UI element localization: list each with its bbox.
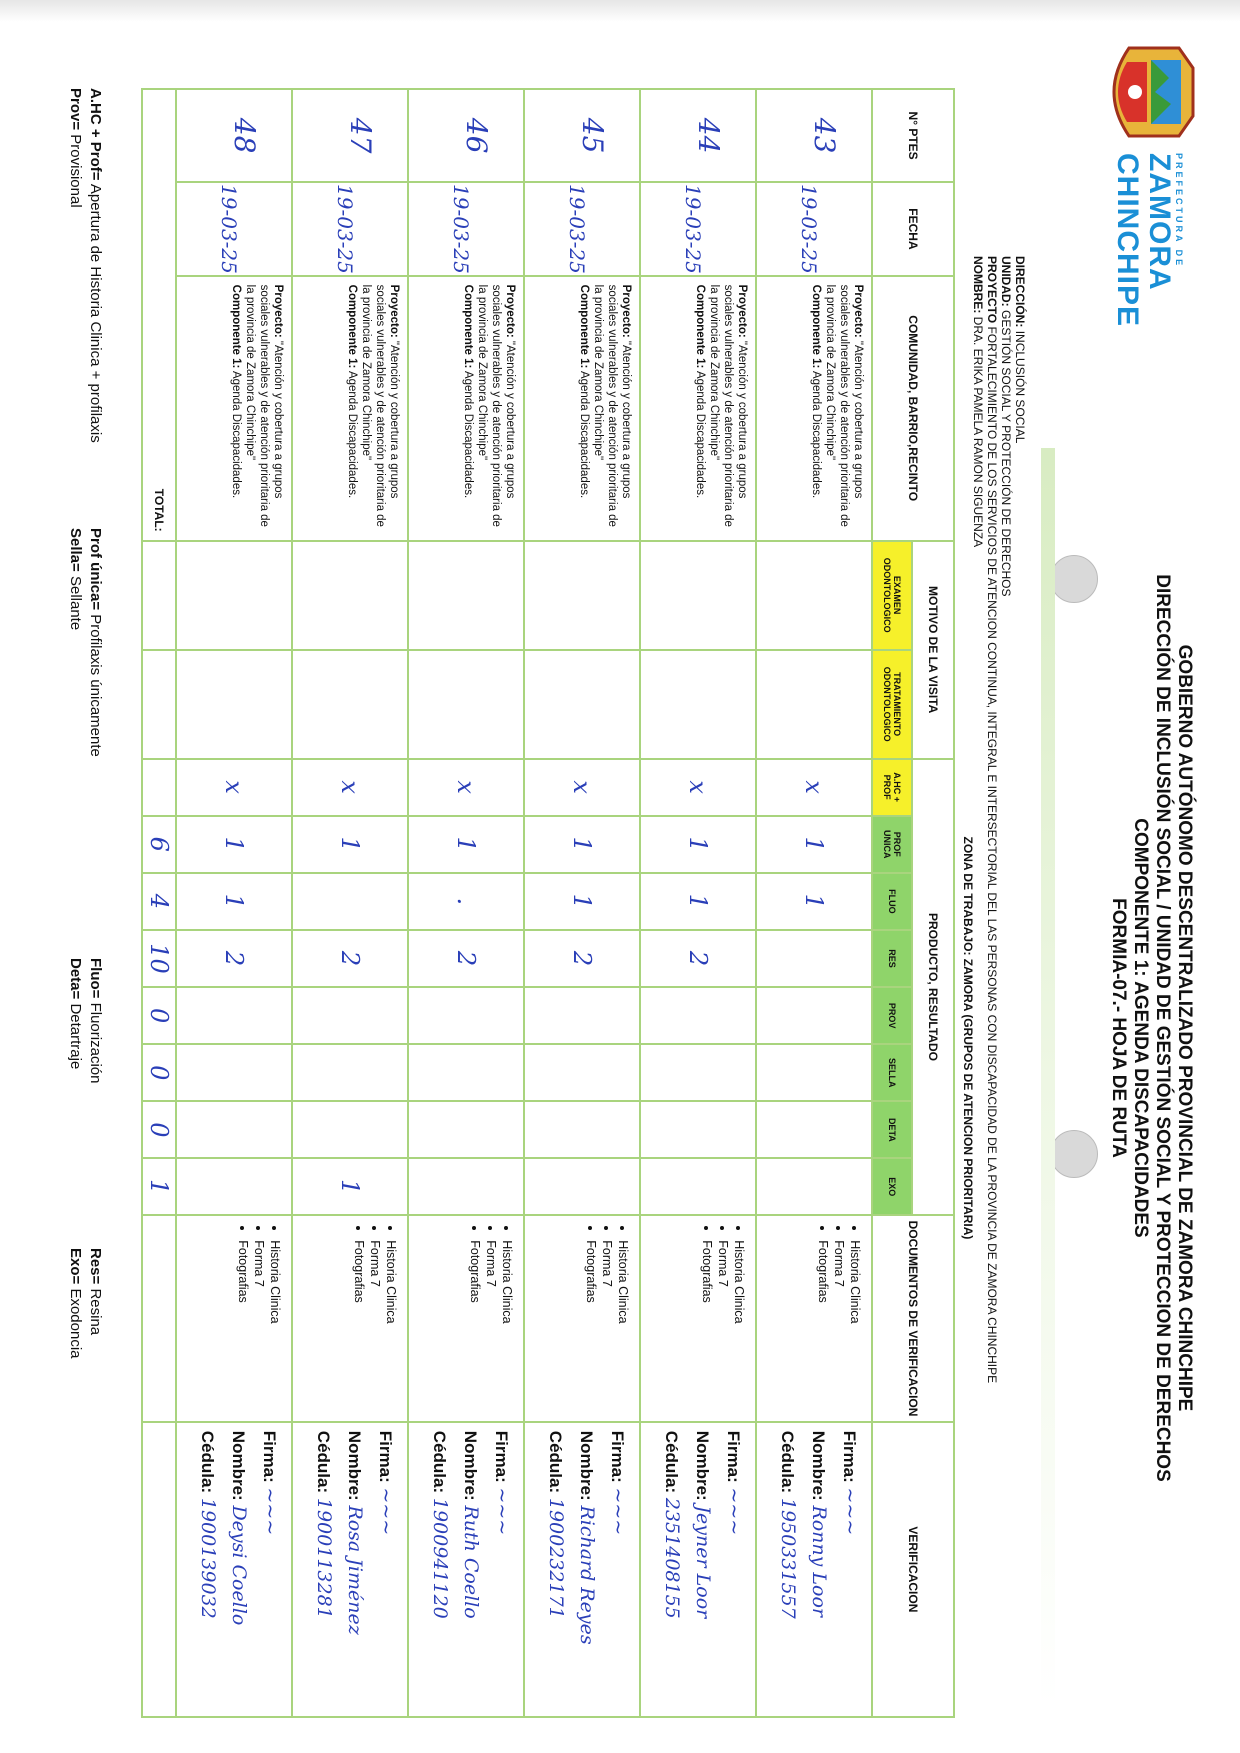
route-table	[141, 88, 955, 1718]
total-exo: 1	[142, 1158, 176, 1215]
brand-line1: ZAMORA	[1143, 153, 1176, 291]
row-prov	[292, 987, 408, 1044]
row-ahc: x	[408, 759, 524, 816]
row-prov	[176, 987, 292, 1044]
table-row	[176, 89, 292, 1717]
verif-firma: Firma: ~~~	[491, 1430, 513, 1536]
document-titles	[1107, 448, 1195, 1608]
row-docs	[292, 1215, 408, 1422]
table-row	[640, 89, 756, 1717]
row-comunidad: Proyecto: "Atención y cobertura a grupos sociales vulnerables y de atención prioritaria de la provincia de Zamora Chinchipe" Componente 1: Agenda Discapacidades.	[408, 276, 524, 541]
doc-item: • Fotografias	[699, 1240, 715, 1413]
total-docs	[142, 1215, 176, 1422]
row-fluo: 1	[524, 873, 640, 930]
verif-cedula: Cédula: 1900232171	[545, 1430, 567, 1619]
legend-col-1	[65, 88, 105, 443]
row-res: 2	[640, 930, 756, 987]
row-tratamiento	[756, 650, 872, 759]
row-fluo: 1	[176, 873, 292, 930]
doc-item: • Fotografias	[351, 1240, 367, 1413]
meta-proyecto: PROYECTO FORTALECIMIENTO DE LOS SERVICIOS DE ATENCION CONTINUA, INTEGRAL E INTERSECTORIAL DEL LAS PERSONAS CON DISCAPACIDAD DE LA PROVINCIA DE ZAMORA CHINCHIPE	[985, 256, 999, 1384]
row-exo: 1	[292, 1158, 408, 1215]
verif-cedula: Cédula: 1900941120	[429, 1430, 451, 1619]
prefectura-logo-icon	[1097, 38, 1199, 146]
col-comunidad: COMUNIDAD, BARRIO,RECINTO	[872, 276, 954, 541]
title-direccion: DIRECCIÓN DE INCLUSIÓN SOCIAL / UNIDAD DE GESTIÓN SOCIAL Y PROTECCION DE DERECHOS	[1152, 574, 1173, 1482]
table-row	[756, 89, 872, 1717]
verif-firma: Firma: ~~~	[375, 1430, 397, 1536]
row-prof: 1	[640, 816, 756, 873]
scan-edge	[0, 0, 1240, 22]
row-exo	[756, 1158, 872, 1215]
row-examen	[524, 541, 640, 650]
row-prov	[640, 987, 756, 1044]
row-prof: 1	[292, 816, 408, 873]
total-label: TOTAL:	[142, 89, 176, 541]
row-res	[756, 930, 872, 987]
verif-firma: Firma: ~~~	[259, 1430, 281, 1536]
total-fluo: 4	[142, 873, 176, 930]
row-prof: 1	[176, 816, 292, 873]
row-examen	[176, 541, 292, 650]
brand-line2: CHINCHIPE	[1111, 153, 1144, 328]
row-comunidad: Proyecto: "Atención y cobertura a grupos sociales vulnerables y de atención prioritaria de la provincia de Zamora Chinchipe" Componente 1: Agenda Discapacidades.	[292, 276, 408, 541]
row-deta	[756, 1101, 872, 1158]
col-npts: N° PTES	[872, 89, 954, 182]
verif-firma: Firma: ~~~	[607, 1430, 629, 1536]
row-patient-number: 45	[524, 89, 640, 182]
col-motivo: MOTIVO DE LA VISITA	[912, 541, 954, 759]
row-tratamiento	[640, 650, 756, 759]
row-fluo: 1	[640, 873, 756, 930]
doc-item: • Forma 7	[715, 1240, 731, 1413]
row-ahc: x	[756, 759, 872, 816]
row-verificacion	[408, 1422, 524, 1717]
doc-item: • Forma 7	[831, 1240, 847, 1413]
row-examen	[408, 541, 524, 650]
total-sella: 0	[142, 1044, 176, 1101]
col-verificacion: VERIFICACION	[872, 1422, 954, 1717]
legend-deta: Deta= Detartraje	[67, 958, 84, 1070]
row-deta	[176, 1101, 292, 1158]
row-comunidad: Proyecto: "Atención y cobertura a grupos sociales vulnerables y de atención prioritaria de la provincia de Zamora Chinchipe" Componente 1: Agenda Discapacidades.	[176, 276, 292, 541]
row-comunidad: Proyecto: "Atención y cobertura a grupos sociales vulnerables y de atención prioritaria de la provincia de Zamora Chinchipe" Componente 1: Agenda Discapacidades.	[524, 276, 640, 541]
row-sella	[292, 1044, 408, 1101]
doc-item: • Forma 7	[483, 1240, 499, 1413]
row-res: 2	[292, 930, 408, 987]
col-fluo: FLUO	[872, 873, 912, 930]
col-producto: PRODUCTO, RESULTADO	[912, 759, 954, 1216]
row-prov	[408, 987, 524, 1044]
legend-res: Res= Resina	[87, 1248, 104, 1336]
table-row	[408, 89, 524, 1717]
total-verif	[142, 1422, 176, 1717]
total-prof: 6	[142, 816, 176, 873]
row-sella	[524, 1044, 640, 1101]
col-examen: EXAMEN ODONTOLOGICO	[872, 541, 912, 650]
row-patient-number: 48	[176, 89, 292, 182]
row-patient-number: 43	[756, 89, 872, 182]
meta-direccion: DIRECCIÓN: INCLUSIÓN SOCIAL	[1013, 256, 1027, 444]
row-verificacion	[640, 1422, 756, 1717]
meta-unidad: UNIDAD: GESTIÓN SOCIAL Y PROTECCIÓN DE DERECHOS	[999, 256, 1013, 597]
verif-nombre: Nombre: Rosa Jiménez	[344, 1430, 366, 1635]
row-tratamiento	[176, 650, 292, 759]
row-sella	[756, 1044, 872, 1101]
verif-firma: Firma: ~~~	[723, 1430, 745, 1536]
verif-nombre: Nombre: Ronny Loor	[808, 1430, 830, 1618]
row-verificacion	[524, 1422, 640, 1717]
row-docs	[756, 1215, 872, 1422]
row-tratamiento	[292, 650, 408, 759]
meta-nombre: NOMBRE: DRA. ERIKA PAMELA RAMON SIGUENZA	[971, 256, 985, 548]
legend-col-4	[65, 1248, 105, 1359]
row-res: 2	[524, 930, 640, 987]
row-deta	[640, 1101, 756, 1158]
doc-item: • Forma 7	[251, 1240, 267, 1413]
row-deta	[408, 1101, 524, 1158]
verif-cedula: Cédula: 1950331557	[777, 1430, 799, 1619]
row-exo	[176, 1158, 292, 1215]
row-docs	[408, 1215, 524, 1422]
total-ahc	[142, 759, 176, 816]
header-rule	[1041, 448, 1055, 1708]
doc-item: • Forma 7	[599, 1240, 615, 1413]
row-tratamiento	[524, 650, 640, 759]
total-row	[142, 89, 176, 1717]
total-deta: 0	[142, 1101, 176, 1158]
row-exo	[408, 1158, 524, 1215]
row-res: 2	[408, 930, 524, 987]
total-examen	[142, 541, 176, 650]
verif-cedula: Cédula: 1900113281	[313, 1430, 335, 1619]
legend-prof: Prof única= Profilaxis únicamente	[87, 528, 104, 757]
row-verificacion	[292, 1422, 408, 1717]
row-prof: 1	[524, 816, 640, 873]
brand-prefix: PREFECTURA DE	[1174, 153, 1184, 269]
legend-prov: Prov= Provisional	[67, 88, 84, 208]
row-prof: 1	[408, 816, 524, 873]
row-res: 2	[176, 930, 292, 987]
verif-cedula: Cédula: 2351408155	[661, 1430, 683, 1619]
title-forma: FORMIA-07.- HOJA DE RUTA	[1108, 898, 1129, 1158]
verif-nombre: Nombre: Jeyner Loor	[692, 1430, 714, 1619]
row-deta	[292, 1101, 408, 1158]
row-deta	[524, 1101, 640, 1158]
table-row	[524, 89, 640, 1717]
row-date: 19-03-25	[408, 182, 524, 275]
row-date: 19-03-25	[640, 182, 756, 275]
title-gobierno: GOBIERNO AUTÓNOMO DESCENTRALIZADO PROVINCIAL DE ZAMORA CHINCHIPE	[1174, 644, 1195, 1412]
row-ahc: x	[524, 759, 640, 816]
legend-col-3	[65, 958, 105, 1083]
brand-wordmark	[1112, 153, 1183, 327]
col-prof: PROF UNICA	[872, 816, 912, 873]
col-tratamiento: TRATAMIENTO ODONTOLOGICO	[872, 650, 912, 759]
row-examen	[640, 541, 756, 650]
total-res: 10	[142, 930, 176, 987]
row-docs	[176, 1215, 292, 1422]
doc-item: • Fotografias	[815, 1240, 831, 1413]
col-exo: EXO	[872, 1158, 912, 1215]
zona-trabajo: ZONA DE TRABAJO: ZAMORA (GRUPOS DE ATENCION PRIORITARIA)	[961, 836, 975, 1240]
row-ahc: x	[176, 759, 292, 816]
col-docs: DOCUMENTOS DE VERIFICACION	[872, 1215, 954, 1422]
row-ahc: x	[292, 759, 408, 816]
route-sheet	[35, 28, 1205, 1718]
row-exo	[524, 1158, 640, 1215]
legend-exo: Exo= Exodoncia	[67, 1248, 84, 1359]
row-examen	[292, 541, 408, 650]
row-verificacion	[176, 1422, 292, 1717]
row-sella	[176, 1044, 292, 1101]
row-patient-number: 44	[640, 89, 756, 182]
doc-item: • Historia Clinica	[267, 1240, 283, 1413]
doc-item: • Forma 7	[367, 1240, 383, 1413]
row-date: 19-03-25	[292, 182, 408, 275]
verif-nombre: Nombre: Deysi Coello	[228, 1430, 250, 1626]
legend-sella: Sella= Sellante	[67, 528, 84, 631]
legend-ahc: A.HC + Prof= Apertura de Historia Clinica + profilaxis	[87, 88, 104, 443]
row-sella	[640, 1044, 756, 1101]
row-docs	[640, 1215, 756, 1422]
row-prov	[756, 987, 872, 1044]
row-exo	[640, 1158, 756, 1215]
table-row	[292, 89, 408, 1717]
row-date: 19-03-25	[176, 182, 292, 275]
col-deta: DETA	[872, 1101, 912, 1158]
legend-col-2	[65, 528, 105, 757]
row-patient-number: 46	[408, 89, 524, 182]
row-fluo: 1	[756, 873, 872, 930]
verif-nombre: Nombre: Ruth Coello	[460, 1430, 482, 1619]
legend-fluo: Fluo= Fluorización	[87, 958, 104, 1084]
col-res: RES	[872, 930, 912, 987]
total-tratamiento	[142, 650, 176, 759]
row-comunidad: Proyecto: "Atención y cobertura a grupos sociales vulnerables y de atención prioritaria de la provincia de Zamora Chinchipe" Componente 1: Agenda Discapacidades.	[640, 276, 756, 541]
doc-item: • Fotografias	[583, 1240, 599, 1413]
row-fluo: .	[408, 873, 524, 930]
row-ahc: x	[640, 759, 756, 816]
col-ahc: A.HC + PROF	[872, 759, 912, 816]
row-date: 19-03-25	[756, 182, 872, 275]
doc-item: • Historia Clinica	[731, 1240, 747, 1413]
col-fecha: FECHA	[872, 182, 954, 275]
row-patient-number: 47	[292, 89, 408, 182]
row-docs	[524, 1215, 640, 1422]
row-date: 19-03-25	[524, 182, 640, 275]
doc-item: • Historia Clinica	[615, 1240, 631, 1413]
verif-firma: Firma: ~~~	[839, 1430, 861, 1536]
row-sella	[408, 1044, 524, 1101]
doc-item: • Historia Clinica	[383, 1240, 399, 1413]
col-sella: SELLA	[872, 1044, 912, 1101]
doc-item: • Fotografias	[235, 1240, 251, 1413]
doc-item: • Historia Clinica	[847, 1240, 863, 1413]
row-verificacion	[756, 1422, 872, 1717]
row-prov	[524, 987, 640, 1044]
total-prov: 0	[142, 987, 176, 1044]
row-tratamiento	[408, 650, 524, 759]
doc-item: • Historia Clinica	[499, 1240, 515, 1413]
col-prov: PROV	[872, 987, 912, 1044]
verif-cedula: Cédula: 1900139032	[197, 1430, 219, 1619]
row-fluo	[292, 873, 408, 930]
document-meta	[971, 256, 1027, 1656]
verif-nombre: Nombre: Richard Reyes	[576, 1430, 598, 1645]
row-prof: 1	[756, 816, 872, 873]
row-examen	[756, 541, 872, 650]
title-componente: COMPONENTE 1: AGENDA DISCAPACIDADES	[1130, 818, 1151, 1238]
row-comunidad: Proyecto: "Atención y cobertura a grupos sociales vulnerables y de atención prioritaria de la provincia de Zamora Chinchipe" Componente 1: Agenda Discapacidades.	[756, 276, 872, 541]
doc-item: • Fotografias	[467, 1240, 483, 1413]
